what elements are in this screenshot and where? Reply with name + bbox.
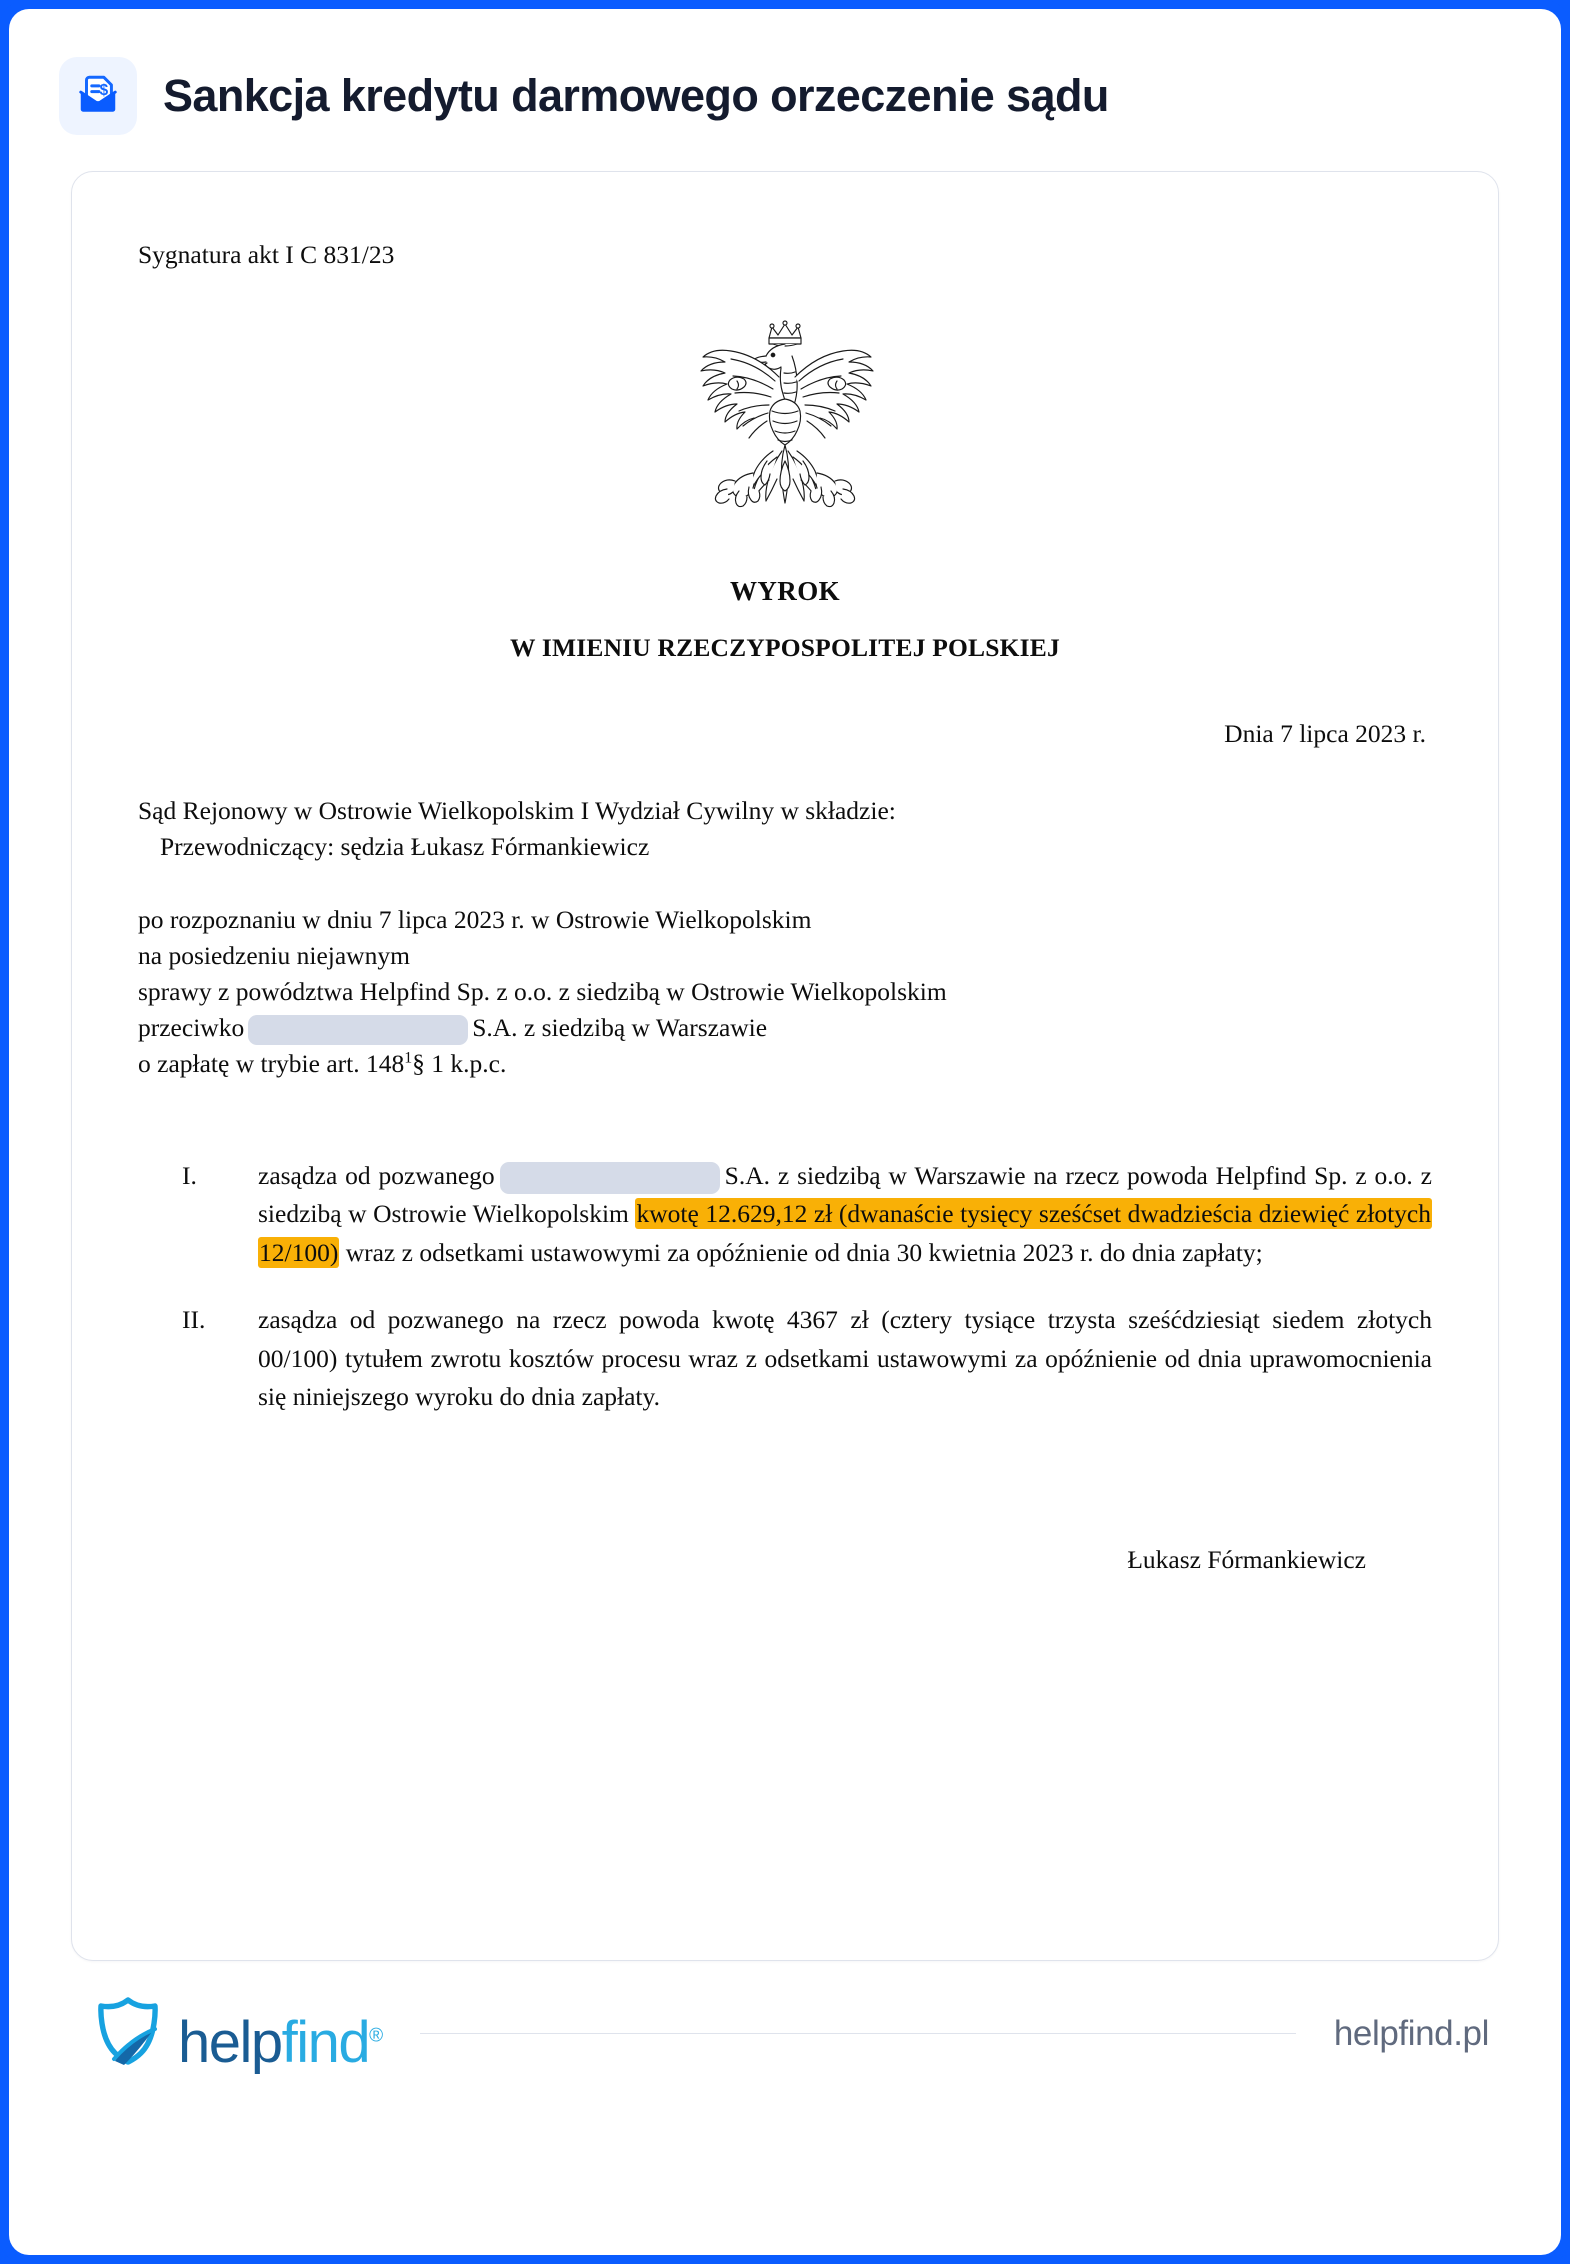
helpfind-wordmark: [178, 2010, 382, 2075]
svg-text:$: $: [99, 81, 109, 99]
defendant-line: [138, 1010, 1432, 1046]
helpfind-logo[interactable]: [94, 1995, 382, 2075]
highlighted-amount: kwotę 12.629,12 zł (dwanaście tysięcy sześćset dwadzieścia dziewięć złotych 12/100): [259, 1199, 1431, 1268]
redacted-defendant-name: [248, 1015, 468, 1045]
header-icon-container: [59, 57, 137, 135]
legal-basis-post: § 1 k.p.c.: [412, 1049, 507, 1079]
legal-basis-pre: o zapłatę w trybie art. 148: [138, 1049, 405, 1079]
plaintiff-line: sprawy z powództwa Helpfind Sp. z o.o. z siedzibą w Ostrowie Wielkopolskim: [138, 976, 947, 1006]
case-number: Sygnatura akt I C 831/23: [138, 240, 395, 269]
item-text: zasądza od pozwanego na rzecz powoda kwotę 4367 zł (cztery tysiące trzysta sześćdziesiąt siedem złotych 00/100) tytułem zwrotu kosztów procesu wraz z odsetkami ustawowymi za opóźnienie od dnia uprawomocnienia się niniejszego wyroku do dnia zapłaty.: [258, 1304, 1432, 1412]
judge-signature: Łukasz Fórmankiewicz: [1127, 1545, 1366, 1575]
item-number: II.: [182, 1304, 206, 1334]
hearing-line: po rozpoznaniu w dniu 7 lipca 2023 r. w Ostrowie Wielkopolskim: [138, 904, 812, 934]
item-1-pre: zasądza od pozwanego: [258, 1160, 495, 1190]
document-card: [71, 171, 1499, 1961]
app-header: [9, 9, 1561, 153]
legal-basis-line: [138, 1046, 1432, 1082]
footer-website-url: helpfind.pl: [1333, 2013, 1489, 2053]
emblem-container: [138, 311, 1432, 526]
helpfind-shield-icon: [94, 1995, 162, 2072]
page-title: Sankcja kredytu darmowego orzeczenie sądu: [163, 69, 1109, 121]
defendant-suffix: S.A. z siedzibą w Warszawie: [472, 1013, 768, 1043]
logo-registered-mark: ®: [369, 2025, 382, 2047]
judgment-subheading: W IMIENIU RZECZYPOSPOLITEJ POLSKIEJ: [510, 633, 1060, 663]
item-1-tail: wraz z odsetkami ustawowymi za opóźnienie od dnia 30 kwietnia 2023 r. do dnia zapłaty;: [339, 1238, 1263, 1268]
defendant-label: przeciwko: [138, 1013, 245, 1043]
item-1-mid: S.A. z siedzibą w Warszawie na rzecz powoda Helpfind Sp. z o.o. z siedzibą w Ostrowie Wielkopolskim: [258, 1160, 1432, 1229]
session-type-line: na posiedzeniu niejawnym: [138, 940, 410, 970]
legal-basis-superscript: 1: [404, 1049, 413, 1067]
envelope-invoice-icon: [75, 71, 121, 122]
logo-text-help: help: [178, 2010, 282, 2075]
item-number: I.: [182, 1160, 197, 1190]
judgment-date: Dnia 7 lipca 2023 r.: [1224, 719, 1426, 749]
court-composition: [138, 793, 1432, 865]
court-name-line: Sąd Rejonowy w Ostrowie Wielkopolskim I Wydział Cywilny w składzie:: [138, 796, 896, 826]
footer-divider: [420, 2033, 1296, 2034]
judgment-items: [138, 1157, 1432, 1418]
app-footer: [9, 1961, 1561, 2075]
redacted-defendant-name-item: [500, 1162, 720, 1194]
judgment-item: [174, 1301, 1432, 1417]
case-description: [138, 902, 1432, 1083]
item-text: [258, 1157, 1432, 1273]
judgment-heading: WYROK: [730, 576, 840, 607]
page-surface: [9, 9, 1561, 2255]
presiding-judge-line: Przewodniczący: sędzia Łukasz Fórmankiewicz: [160, 832, 650, 862]
logo-text-find: find: [281, 2010, 370, 2075]
polish-eagle-emblem-icon: [669, 311, 901, 526]
judgment-item: [174, 1157, 1432, 1273]
